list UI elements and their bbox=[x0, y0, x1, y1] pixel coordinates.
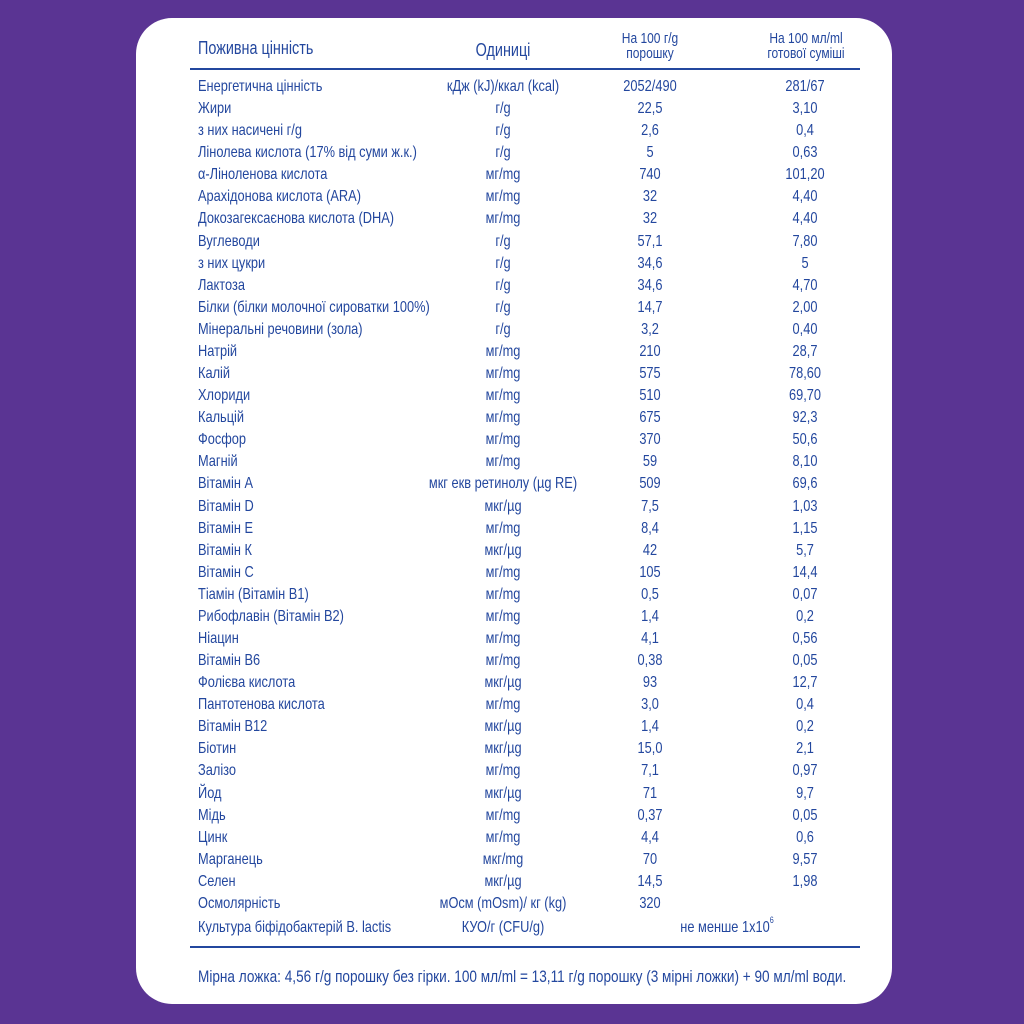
row-value-per-100g: 5 bbox=[646, 144, 654, 161]
row-value-per-100ml: 4,40 bbox=[792, 210, 818, 227]
row-nutrient-name: з них цукри bbox=[198, 255, 266, 272]
row-value-per-100ml: 0,40 bbox=[792, 321, 818, 338]
row-nutrient-name: Тіамін (Вітамін В1) bbox=[198, 586, 309, 603]
row-value-per-100g: 509 bbox=[639, 475, 661, 492]
row-value-per-100ml: 69,6 bbox=[792, 475, 818, 492]
row-value-per-100g: 71 bbox=[642, 785, 658, 802]
row-value-per-100ml: 0,05 bbox=[792, 807, 818, 824]
row-value-per-100g: 1,4 bbox=[641, 718, 659, 735]
column-header-nutrient: Поживна цінність bbox=[198, 38, 314, 58]
row-nutrient-name: Вітамін С bbox=[198, 564, 254, 581]
row-value-per-100g: 14,5 bbox=[637, 873, 663, 890]
row-unit: мкг/mg bbox=[482, 851, 524, 868]
row-value-per-100ml: 92,3 bbox=[792, 409, 818, 426]
row-nutrient-name: Ніацин bbox=[198, 630, 239, 647]
row-value-per-100g: 575 bbox=[639, 365, 661, 382]
row-value-per-100g: 7,5 bbox=[641, 498, 659, 515]
row-nutrient-name: Магній bbox=[198, 453, 238, 470]
row-value-per-100g: 14,7 bbox=[637, 299, 663, 316]
column-header-per-100g bbox=[622, 31, 678, 61]
row-unit: г/g bbox=[495, 233, 511, 250]
row-value-per-100g: 32 bbox=[642, 188, 658, 205]
row-nutrient-name: Вітамін D bbox=[198, 498, 254, 515]
row-nutrient-name: Йод bbox=[198, 785, 222, 802]
row-unit: мг/mg bbox=[485, 829, 521, 846]
row-value-per-100ml: 0,4 bbox=[796, 122, 814, 139]
row-value-per-100g: 34,6 bbox=[637, 255, 663, 272]
row-nutrient-name: Осмолярність bbox=[198, 895, 281, 912]
row-nutrient-name: Лактоза bbox=[198, 277, 245, 294]
row-unit: мкг/µg bbox=[484, 718, 522, 735]
row-nutrient-name: Натрій bbox=[198, 343, 238, 360]
row-value-per-100g: 4,4 bbox=[641, 829, 659, 846]
row-value-per-100g: 210 bbox=[639, 343, 661, 360]
row-value-per-100ml: 28,7 bbox=[792, 343, 818, 360]
row-value-per-100g: 3,2 bbox=[641, 321, 659, 338]
row-unit: мкг/µg bbox=[484, 674, 522, 691]
row-value-per-100ml: 1,98 bbox=[792, 873, 818, 890]
row-unit: г/g bbox=[495, 299, 511, 316]
header-divider bbox=[190, 68, 860, 70]
row-unit: мг/mg bbox=[485, 365, 521, 382]
row-nutrient-name: з них насичені г/g bbox=[198, 122, 302, 139]
column-header-units: Одиниці bbox=[475, 40, 531, 60]
row-nutrient-name: Залізо bbox=[198, 762, 237, 779]
row-value-per-100g: 370 bbox=[639, 431, 661, 448]
row-nutrient-name: Вітамін Е bbox=[198, 520, 254, 537]
row-value-per-100ml: 78,60 bbox=[788, 365, 822, 382]
row-value-per-100g: 59 bbox=[642, 453, 658, 470]
row-value-per-100g: 0,38 bbox=[637, 652, 663, 669]
row-value-per-100ml: 8,10 bbox=[792, 453, 818, 470]
row-unit: мкг/µg bbox=[484, 498, 522, 515]
row-value-per-100ml: 1,15 bbox=[792, 520, 818, 537]
row-value-per-100g: 510 bbox=[639, 387, 661, 404]
row-value-per-100g: 7,1 bbox=[641, 762, 659, 779]
row-value-per-100ml: 0,2 bbox=[796, 718, 814, 735]
row-unit: мг/mg bbox=[485, 630, 521, 647]
row-value-per-100ml: 69,70 bbox=[788, 387, 822, 404]
row-unit: мг/mg bbox=[485, 453, 521, 470]
row-value-per-100g: 93 bbox=[642, 674, 658, 691]
row-unit: мг/mg bbox=[485, 210, 521, 227]
row-nutrient-name: Вітамін А bbox=[198, 475, 254, 492]
row-value-per-100ml: 7,80 bbox=[792, 233, 818, 250]
row-nutrient-name: Селен bbox=[198, 873, 236, 890]
row-value-per-100ml: 0,97 bbox=[792, 762, 818, 779]
row-unit: мкг/µg bbox=[484, 873, 522, 890]
row-value-per-100g: 70 bbox=[642, 851, 658, 868]
row-value-per-100g: 320 bbox=[639, 895, 661, 912]
row-value-per-100g: 1,4 bbox=[641, 608, 659, 625]
row-value-per-100g: 0,5 bbox=[641, 586, 659, 603]
row-unit: мкг/µg bbox=[484, 740, 522, 757]
row-unit: кДж (kJ)/ккал (kcal) bbox=[446, 78, 560, 95]
row-nutrient-name: Вітамін К bbox=[198, 542, 252, 559]
row-unit: г/g bbox=[495, 255, 511, 272]
row-nutrient-name: Вітамін В12 bbox=[198, 718, 268, 735]
footer-divider bbox=[190, 946, 860, 948]
row-unit: мкг/µg bbox=[484, 542, 522, 559]
row-nutrient-name: Кальцій bbox=[198, 409, 245, 426]
row-unit: мг/mg bbox=[485, 166, 521, 183]
row-nutrient-name: Пантотенова кислота bbox=[198, 696, 325, 713]
row-value-per-100g: 32 bbox=[642, 210, 658, 227]
row-value-per-100g: 105 bbox=[639, 564, 661, 581]
row-value-per-100ml: 2,00 bbox=[792, 299, 818, 316]
row-unit: мкг/µg bbox=[484, 785, 522, 802]
row-unit: мг/mg bbox=[485, 431, 521, 448]
row-unit: г/g bbox=[495, 144, 511, 161]
column-header-per-100ml bbox=[767, 31, 844, 61]
row-value-per-100g: 34,6 bbox=[637, 277, 663, 294]
row-nutrient-name: Хлориди bbox=[198, 387, 251, 404]
row-unit: мг/mg bbox=[485, 586, 521, 603]
footer-note: Мірна ложка: 4,56 г/g порошку без гірки. 100 мл/ml = 13,11 г/g порошку (3 мірні ложки) + 90 мл/ml води. bbox=[198, 967, 847, 986]
row-unit: мг/mg bbox=[485, 762, 521, 779]
culture-name: Культура біфідобактерій B. lactis bbox=[198, 919, 392, 936]
row-value-per-100g: 15,0 bbox=[637, 740, 663, 757]
row-value-per-100ml: 0,05 bbox=[792, 652, 818, 669]
row-unit: мг/mg bbox=[485, 387, 521, 404]
row-nutrient-name: Жири bbox=[198, 100, 232, 117]
row-unit: мг/mg bbox=[485, 409, 521, 426]
row-unit: мг/mg bbox=[485, 343, 521, 360]
row-value-per-100g: 42 bbox=[642, 542, 658, 559]
row-nutrient-name: Марганець bbox=[198, 851, 263, 868]
row-nutrient-name: Мідь bbox=[198, 807, 226, 824]
column-header-per-100g-line2: порошку bbox=[626, 45, 674, 62]
row-nutrient-name: Вітамін В6 bbox=[198, 652, 261, 669]
row-value-per-100ml: 4,70 bbox=[792, 277, 818, 294]
row-nutrient-name: Рибофлавін (Вітамін В2) bbox=[198, 608, 344, 625]
row-unit: г/g bbox=[495, 122, 511, 139]
row-value-per-100ml: 4,40 bbox=[792, 188, 818, 205]
row-value-per-100ml: 101,20 bbox=[785, 166, 825, 183]
row-value-per-100g: 740 bbox=[639, 166, 661, 183]
row-value-per-100g: 2,6 bbox=[641, 122, 659, 139]
row-unit: мг/mg bbox=[485, 520, 521, 537]
row-nutrient-name: Вуглеводи bbox=[198, 233, 260, 250]
row-unit: мг/mg bbox=[485, 564, 521, 581]
row-value-per-100g: 4,1 bbox=[641, 630, 659, 647]
culture-unit: КУО/г (CFU/g) bbox=[461, 919, 545, 936]
row-nutrient-name: Лінолева кислота (17% від суми ж.к.) bbox=[198, 144, 417, 161]
row-value-per-100ml: 5,7 bbox=[796, 542, 814, 559]
row-unit: мг/mg bbox=[485, 608, 521, 625]
row-unit: г/g bbox=[495, 321, 511, 338]
row-nutrient-name: Енергетична цінність bbox=[198, 78, 323, 95]
culture-value-text: не менше 1x10 bbox=[680, 919, 770, 936]
row-unit: мг/mg bbox=[485, 696, 521, 713]
row-value-per-100ml: 0,63 bbox=[792, 144, 818, 161]
row-value-per-100ml: 0,56 bbox=[792, 630, 818, 647]
row-nutrient-name: Мінеральні речовини (зола) bbox=[198, 321, 363, 338]
row-value-per-100g: 2052/490 bbox=[623, 78, 677, 95]
row-unit: г/g bbox=[495, 277, 511, 294]
row-value-per-100ml: 1,03 bbox=[792, 498, 818, 515]
row-unit: мкг екв ретинолу (µg RE) bbox=[428, 475, 578, 492]
row-value-per-100g: 3,0 bbox=[641, 696, 659, 713]
column-header-per-100g-line1: На 100 г/g bbox=[621, 30, 679, 47]
row-nutrient-name: Цинк bbox=[198, 829, 228, 846]
row-nutrient-name: Докозагексаєнова кислота (DHA) bbox=[198, 210, 394, 227]
row-unit: мг/mg bbox=[485, 652, 521, 669]
row-value-per-100ml: 5 bbox=[801, 255, 809, 272]
row-value-per-100ml: 281/67 bbox=[785, 78, 825, 95]
row-unit: мг/mg bbox=[485, 188, 521, 205]
row-nutrient-name: Фолієва кислота bbox=[198, 674, 296, 691]
row-value-per-100g: 8,4 bbox=[641, 520, 659, 537]
row-nutrient-name: α-Ліноленова кислота bbox=[198, 166, 328, 183]
row-value-per-100ml: 14,4 bbox=[792, 564, 818, 581]
row-value-per-100ml: 0,2 bbox=[796, 608, 814, 625]
culture-value bbox=[680, 915, 774, 936]
row-value-per-100ml: 0,07 bbox=[792, 586, 818, 603]
row-value-per-100g: 22,5 bbox=[637, 100, 663, 117]
row-value-per-100ml: 2,1 bbox=[796, 740, 814, 757]
row-unit: мг/mg bbox=[485, 807, 521, 824]
row-value-per-100ml: 3,10 bbox=[792, 100, 818, 117]
row-value-per-100ml: 12,7 bbox=[792, 674, 818, 691]
culture-value-exponent: 6 bbox=[769, 915, 774, 925]
column-header-per-100ml-line2: готової суміші bbox=[767, 45, 845, 62]
column-header-per-100ml-line1: На 100 мл/ml bbox=[769, 30, 843, 47]
row-nutrient-name: Арахідонова кислота (ARA) bbox=[198, 188, 361, 205]
row-value-per-100g: 675 bbox=[639, 409, 661, 426]
row-value-per-100g: 0,37 bbox=[637, 807, 663, 824]
row-nutrient-name: Білки (білки молочної сироватки 100%) bbox=[198, 299, 430, 316]
row-nutrient-name: Калій bbox=[198, 365, 231, 382]
row-value-per-100ml: 9,7 bbox=[796, 785, 814, 802]
row-unit: мОсм (mOsm)/ кг (kg) bbox=[439, 895, 567, 912]
row-value-per-100ml: 50,6 bbox=[792, 431, 818, 448]
row-nutrient-name: Фосфор bbox=[198, 431, 247, 448]
row-value-per-100ml: 0,6 bbox=[796, 829, 814, 846]
row-value-per-100ml: 0,4 bbox=[796, 696, 814, 713]
row-value-per-100ml: 9,57 bbox=[792, 851, 818, 868]
row-unit: г/g bbox=[495, 100, 511, 117]
row-nutrient-name: Біотин bbox=[198, 740, 237, 757]
row-value-per-100g: 57,1 bbox=[637, 233, 663, 250]
